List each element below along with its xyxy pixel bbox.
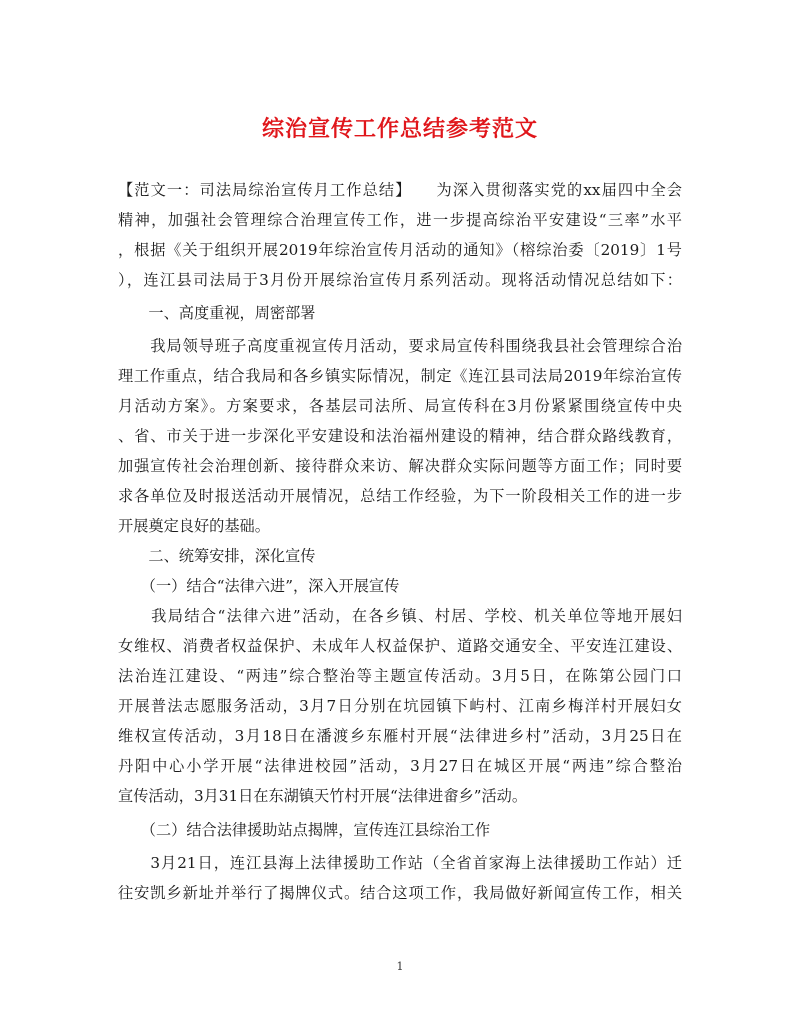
body-line: 、省、市关于进一步深化平安建设和法治福州建设的精神，结合群众路线教育， (118, 427, 682, 445)
section-heading: 一、高度重视，周密部署 (118, 304, 316, 322)
body-line: 往安凯乡新址并举行了揭牌仪式。结合这项工作，我局做好新闻宣传工作，相关 (118, 884, 682, 902)
body-line: 加强宣传社会治理创新、接待群众来访、解决群众实际问题等方面工作；同时要 (118, 457, 682, 475)
page-number: 1 (396, 960, 404, 973)
body-line: 开展奠定良好的基础。 (118, 517, 270, 535)
document-title: 综治宣传工作总结参考范文 (261, 116, 538, 142)
subsection-heading: （二）结合法律援助站点揭牌，宣传连江县综治工作 (118, 821, 491, 839)
subsection-heading: （一）结合“法律六进”，深入开展宣传 (118, 577, 400, 595)
body-line: 我局领导班子高度重视宣传月活动，要求局宣传科围绕我县社会管理综合治 (118, 337, 682, 355)
body-line: 丹阳中心小学开展“法律进校园”活动，3月27日在城区开展“两违”综合整治 (118, 757, 682, 775)
body-line: 3月21日，连江县海上法律援助工作站（全省首家海上法律援助工作站）迁 (118, 854, 682, 872)
body-line: 【范文一：司法局综治宣传月工作总结】 为深入贯彻落实党的xx届四中全会 (118, 181, 682, 199)
body-line: ），连江县司法局于3月份开展综治宣传月系列活动。现将活动情况总结如下： (118, 271, 682, 289)
body-line: 女维权、消费者权益保护、未成年人权益保护、道路交通安全、平安连江建设、 (118, 637, 682, 655)
body-line: ，根据《关于组织开展2019年综治宣传月活动的通知》（榕综治委〔2019〕1号 (118, 241, 682, 259)
body-line: 维权宣传活动，3月18日在潘渡乡东雁村开展“法律进乡村”活动，3月25日在 (118, 727, 682, 745)
section-heading: 二、统筹安排，深化宣传 (118, 547, 316, 565)
body-line: 我局结合“法律六进”活动，在各乡镇、村居、学校、机关单位等地开展妇 (118, 607, 682, 625)
body-line: 开展普法志愿服务活动，3月7日分别在坑园镇下屿村、江南乡梅洋村开展妇女 (118, 697, 682, 715)
body-line: 月活动方案》。方案要求，各基层司法所、局宣传科在3月份紧紧围绕宣传中央 (118, 397, 682, 415)
body-line: 理工作重点，结合我局和各乡镇实际情况，制定《连江县司法局2019年综治宣传 (118, 367, 682, 385)
body-line: 精神，加强社会管理综合治理宣传工作，进一步提高综治平安建设“三率”水平 (118, 211, 682, 229)
body-line: 求各单位及时报送活动开展情况，总结工作经验，为下一阶段相关工作的进一步 (118, 487, 682, 505)
body-line: 宣传活动，3月31日在东湖镇天竹村开展“法律进畲乡”活动。 (118, 787, 528, 805)
body-line: 法治连江建设、“两违”综合整治等主题宣传活动。3月5日，在陈第公园门口 (118, 667, 682, 685)
